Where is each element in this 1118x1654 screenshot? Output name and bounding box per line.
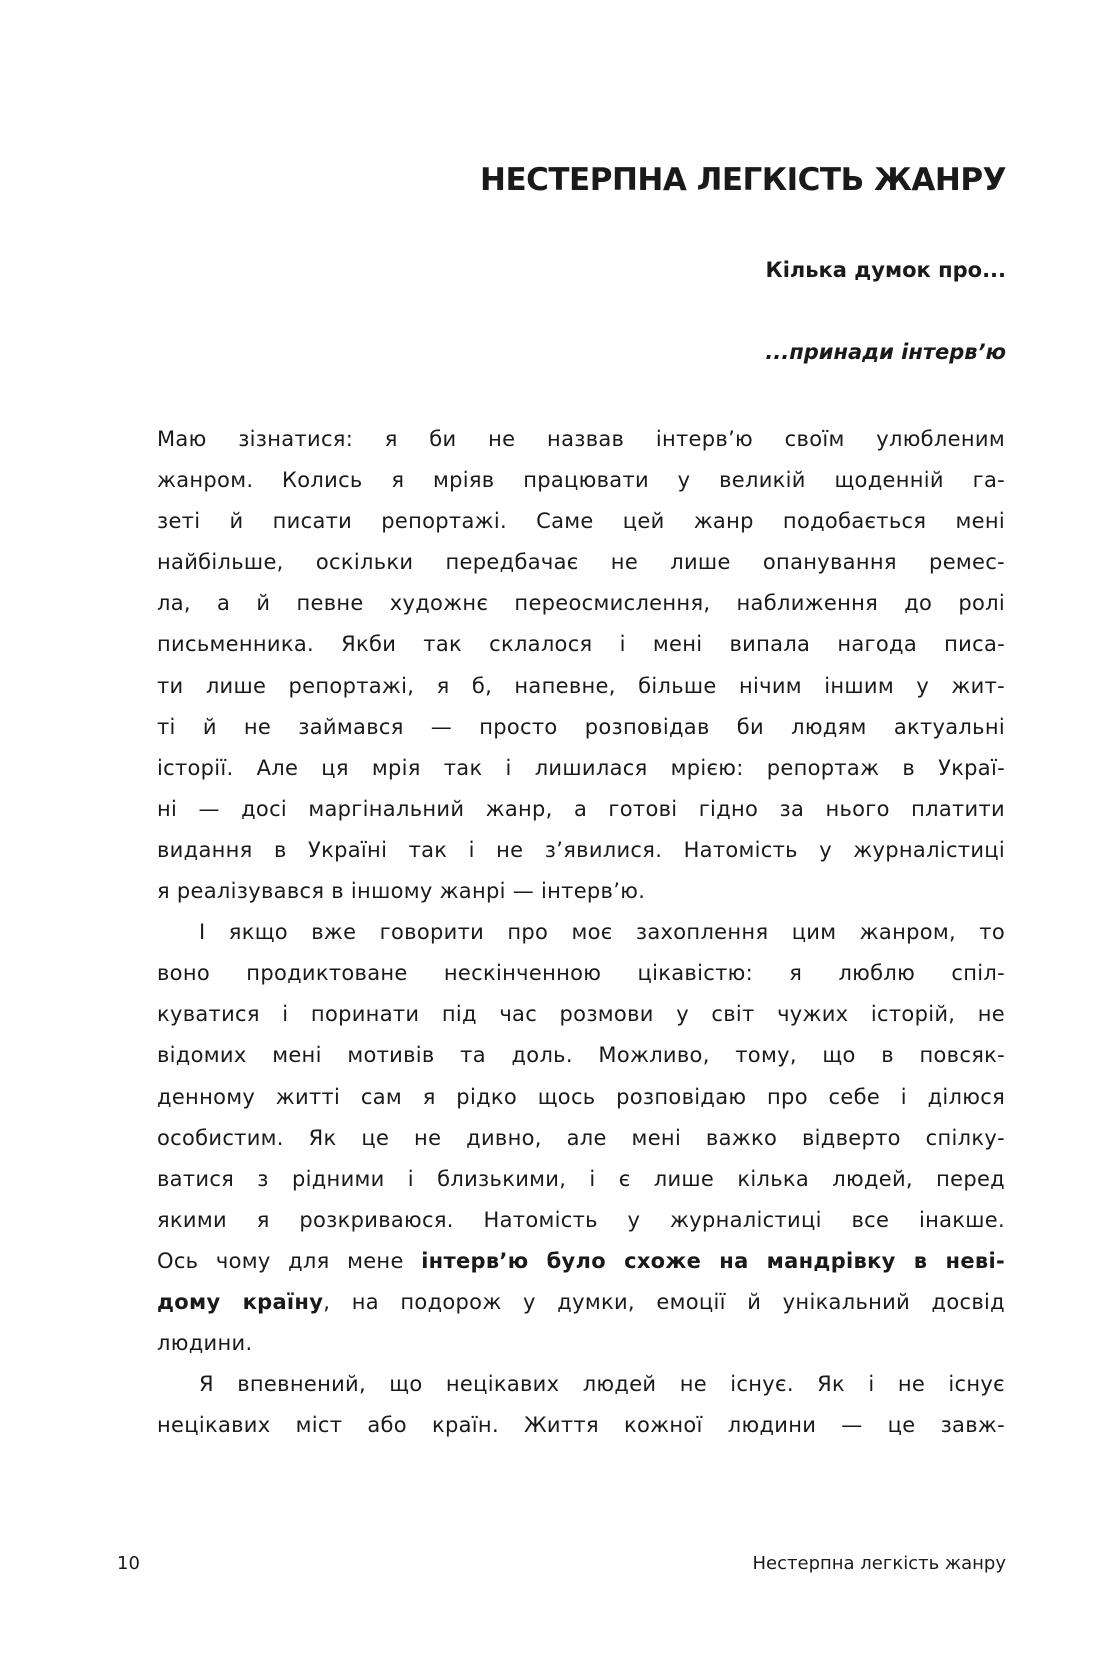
section-title: ...принади інтерв’ю xyxy=(765,340,1006,364)
text-line: людини. xyxy=(157,1331,253,1356)
text-line xyxy=(157,1241,1005,1282)
running-title: Нестерпна легкість жанру xyxy=(752,1553,1006,1574)
text-line: зеті й писати репортажі. Саме цей жанр подобається мені xyxy=(157,509,1005,534)
page-number: 10 xyxy=(117,1553,140,1574)
text-line: історії. Але ця мрія так і лишилася мрією: репортаж в Украї- xyxy=(157,755,1005,780)
bold-phrase: дому країну xyxy=(157,1289,324,1314)
text-line: денному житті сам я рідко щось розповідаю про себе і ділюся xyxy=(157,1084,1005,1109)
chapter-subtitle: Кілька думок про... xyxy=(765,258,1006,282)
text-line: жанром. Колись я мріяв працювати у великій щоденній га- xyxy=(157,468,1005,493)
body-text xyxy=(157,419,1005,1446)
text-run: , на подорож у думки, емоції й унікальний досвід xyxy=(323,1289,1005,1314)
text-line: ті й не займався — просто розповідав би людям актуальні xyxy=(157,714,1005,739)
text-run: Ось чому для мене xyxy=(157,1248,422,1273)
chapter-title: НЕСТЕРПНА ЛЕГКІСТЬ ЖАНРУ xyxy=(480,162,1006,198)
bold-phrase: інтерв’ю було схоже на мандрівку в неві- xyxy=(421,1248,1005,1273)
text-line: воно продиктоване нескінченною цікавістю: я люблю спіл- xyxy=(157,961,1005,986)
text-line: якими я розкриваюся. Натомість у журналістиці все інакше. xyxy=(157,1207,1005,1232)
text-line: особистим. Як це не дивно, але мені важко відверто спілку- xyxy=(157,1125,1005,1150)
text-line: куватися і поринати під час розмови у світ чужих історій, не xyxy=(157,1002,1005,1027)
text-line: видання в Україні так і не з’явилися. Натомість у журналістиці xyxy=(157,837,1005,862)
text-line: Маю зізнатися: я би не назвав інтерв’ю своїм улюбленим xyxy=(157,427,1005,451)
text-line: ватися з рідними і близькими, і є лише кілька людей, перед xyxy=(157,1166,1005,1191)
text-line: письменника. Якби так склалося і мені випала нагода писа- xyxy=(157,632,1005,657)
text-line xyxy=(157,1282,1005,1323)
text-line: найбільше, оскільки передбачає не лише опанування ремес- xyxy=(157,550,1005,575)
text-line: я реалізувався в іншому жанрі — інтерв’ю. xyxy=(157,879,646,904)
text-line: ти лише репортажі, я б, напевне, більше нічим іншим у жит- xyxy=(157,673,1005,698)
text-line: ні — досі маргінальний жанр, а готові гідно за нього платити xyxy=(157,796,1005,821)
text-line: І якщо вже говорити про моє захоплення цим жанром, то xyxy=(199,920,1005,945)
text-line: нецікавих міст або країн. Життя кожної людини — це завж- xyxy=(157,1413,1005,1438)
text-line: ла, а й певне художнє переосмислення, наближення до ролі xyxy=(157,591,1005,616)
text-line: Я впевнений, що нецікавих людей не існує. Як і не існує xyxy=(199,1372,1005,1397)
text-line: відомих мені мотивів та доль. Можливо, тому, що в повсяк- xyxy=(157,1043,1005,1068)
